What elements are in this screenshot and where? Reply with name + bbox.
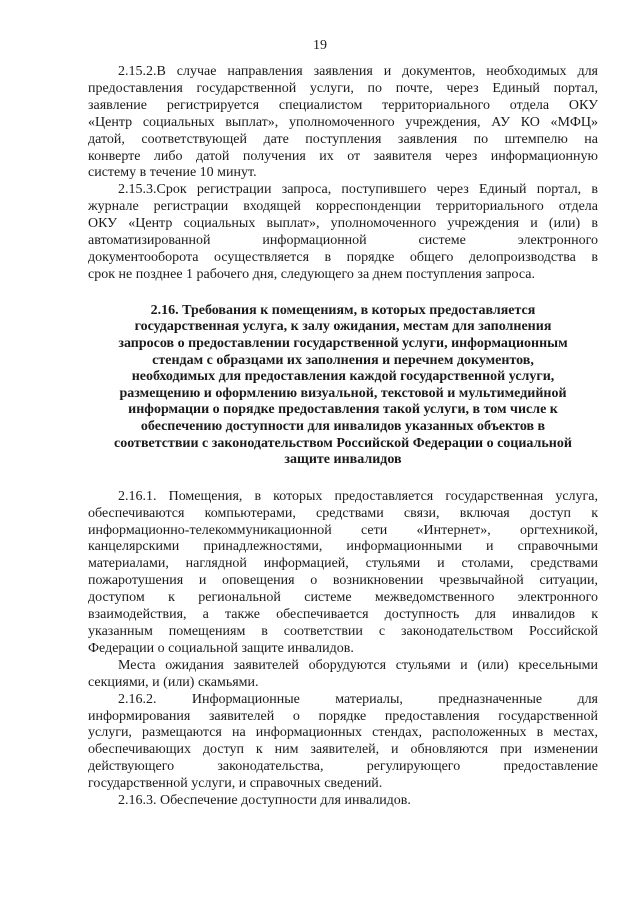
page-content — [88, 64, 598, 810]
text-line: секциями, и (или) скамьями. — [88, 674, 259, 690]
text-line: конверте либо датой получения их от заявителя через информационную — [88, 148, 598, 164]
text-line: 2.15.2.В случае направления заявления и документов, необходимых для — [118, 64, 598, 79]
heading-line: обеспечению доступности для инвалидов указанных объектов в — [140, 418, 546, 434]
text-line: предоставления государственной услуги, по почте, через Единый портал, — [88, 80, 598, 96]
text-line: государственной услуги, и справочных сведений. — [88, 776, 383, 792]
paragraph-2-16-1 — [88, 489, 598, 658]
text-line: взаимодействия, а также обеспечивается доступность для инвалидов к — [88, 607, 598, 623]
text-line: автоматизированной информационной системе электронного — [88, 233, 598, 249]
text-line: канцелярскими принадлежностями, информационными и справочными — [88, 539, 598, 555]
heading-line: защите инвалидов — [284, 452, 402, 468]
text-line: действующего законодательства, регулирующего предоставление — [88, 759, 598, 775]
section-heading-2-16 — [88, 303, 598, 469]
heading-line: 2.16. Требования к помещениям, в которых предоставляется — [150, 302, 536, 318]
text-line: журнале регистрации входящей корреспонденции территориального отдела — [88, 199, 598, 215]
text-line: 2.16.2. Информационные материалы, предназначенные для — [118, 691, 598, 707]
text-line: обеспечиваются компьютерами, средствами связи, включая доступ к — [88, 505, 598, 521]
paragraph-2-15-2 — [88, 64, 598, 182]
heading-line: стендам с образцами их заполнения и перечнем документов, — [152, 352, 534, 368]
heading-line: запросов о предоставлении государственной услуги, информационным — [118, 335, 568, 351]
text-line: 2.16.3. Обеспечение доступности для инвалидов. — [118, 793, 411, 809]
text-line: 2.15.3.Срок регистрации запроса, поступившего через Единый портал, в — [118, 182, 598, 198]
text-line: 2.16.1. Помещения, в которых предоставляется государственная услуга, — [118, 488, 598, 504]
page-number: 19 — [313, 38, 327, 53]
text-line: «Центр социальных выплат», уполномоченного учреждения, АУ КО «МФЦ» — [88, 114, 598, 130]
heading-line: государственная услуга, к залу ожидания, местам для заполнения — [134, 319, 552, 335]
text-line: систему в течение 10 минут. — [88, 165, 257, 181]
text-line: доступом к региональной системе межведомственного электронного — [88, 590, 598, 606]
text-line: пожаротушения и оповещения о возникновении чрезвычайной ситуации, — [88, 573, 598, 589]
heading-line: необходимых для предоставления каждой государственной услуги, — [131, 369, 555, 385]
text-line: материалами, наглядной информацией, стульями и столами, средствами — [88, 556, 598, 572]
text-line: Федерации о социальной защите инвалидов. — [88, 640, 354, 656]
heading-line: соответствии с законодательством Российской Федерации о социальной — [114, 435, 572, 451]
paragraph-2-15-3 — [88, 182, 598, 283]
text-line: информационно-телекоммуникационной сети «Интернет», оргтехникой, — [88, 522, 598, 538]
text-line: информирования заявителей о порядке предоставления государственной — [88, 708, 598, 724]
heading-line: размещению и оформлению визуальной, текстовой и мультимедийной — [119, 385, 567, 401]
text-line: заявление регистрируется специалистом территориального отдела ОКУ — [88, 97, 598, 113]
text-line: документооборота осуществляется в порядке общего делопроизводства в — [88, 249, 598, 265]
text-line: Места ожидания заявителей оборудуются стульями и (или) кресельными — [118, 657, 598, 673]
paragraph-waiting-areas — [88, 658, 598, 692]
text-line: ОКУ «Центр социальных выплат», уполномоченного учреждения и (или) в — [88, 216, 598, 232]
text-line: услуги, размещаются на информационных стендах, расположенных в местах, — [88, 725, 598, 741]
text-line: датой, соответствующей дате поступления заявления по штемпелю на — [88, 131, 598, 147]
paragraph-2-16-3 — [88, 793, 598, 810]
paragraph-2-16-2 — [88, 692, 598, 793]
text-line: срок не позднее 1 рабочего дня, следующего за днем поступления запроса. — [88, 266, 535, 282]
text-line: обеспечивающих доступ к ним заявителей, и обновляются при изменении — [88, 742, 598, 758]
heading-line: информации о порядке предоставления такой услуги, в том числе к — [128, 402, 558, 418]
text-line: указанным помещениям в соответствии с законодательством Российской — [88, 623, 598, 639]
